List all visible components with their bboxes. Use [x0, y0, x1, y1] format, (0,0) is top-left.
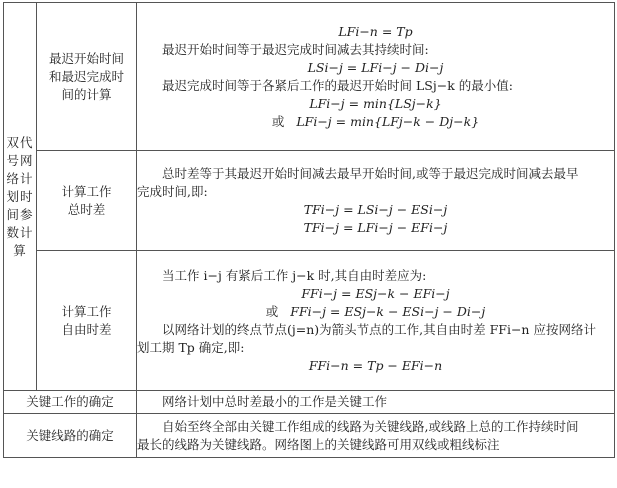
label-line: 计算工作 — [61, 303, 112, 319]
text-line: 总时差等于其最迟开始时间减去最早开始时间,或等于最迟完成时间减去最早 — [162, 165, 579, 181]
formula-line: LFi−j = min{LSj−k} — [309, 95, 442, 111]
row-label-key-work: 关键工作的确定 — [4, 391, 137, 414]
text-line: 网络计划中总时差最小的工作是关键工作 — [162, 394, 388, 409]
formula-line-alt — [137, 113, 614, 131]
label-line: 总时差 — [67, 201, 106, 217]
text-line: 完成时间,即: — [137, 183, 208, 199]
formula-text: LFi−j = min{LFj−k − Dj−k} — [296, 113, 480, 129]
row-content-key-path — [137, 414, 615, 458]
row-content-key-work — [137, 391, 615, 414]
row-label-free-float — [37, 251, 137, 391]
category-cell — [4, 3, 37, 391]
network-plan-table — [3, 2, 615, 458]
row-content-total-float — [137, 151, 615, 251]
table-row-total-float — [4, 151, 615, 251]
row-label-total-float — [37, 151, 137, 251]
row-label-latest-times — [37, 3, 137, 151]
category-line: 间参 — [6, 206, 34, 222]
label-line: 计算工作 — [61, 183, 112, 199]
category-line: 划时 — [6, 188, 34, 204]
table-row-free-float — [4, 251, 615, 391]
category-line: 双代 — [6, 134, 34, 150]
category-line: 号网 — [6, 152, 34, 168]
or-word: 或 — [265, 303, 279, 319]
text-line: 最长的线路为关键线路。网络图上的关键线路可用双线或粗线标注 — [137, 436, 500, 452]
category-line: 数计 — [6, 224, 34, 240]
text-line: 自始至终全部由关键工作组成的线路为关键线路,或线路上总的工作持续时间 — [162, 418, 579, 434]
text-line: 最迟完成时间等于各紧后工作的最迟开始时间 LSj−k 的最小值: — [162, 77, 513, 93]
text-line: 划工期 Tp 确定,即: — [137, 339, 245, 355]
label-line: 自由时差 — [61, 321, 112, 337]
formula-line: FFi−j = ESj−k − EFi−j — [301, 285, 450, 301]
category-line: 络计 — [6, 170, 34, 186]
formula-line: FFi−n = Tp − EFi−n — [308, 357, 443, 373]
formula-line: LFi−n = Tp — [338, 23, 413, 39]
table-row-latest-times — [4, 3, 615, 151]
row-label-key-path: 关键线路的确定 — [4, 414, 137, 458]
label-line: 间的计算 — [61, 86, 112, 102]
label-line: 最迟开始时间 — [48, 50, 124, 66]
label-line: 和最迟完成时 — [48, 68, 124, 84]
text-line: 最迟开始时间等于最迟完成时间减去其持续时间: — [162, 41, 429, 57]
table-row-key-work — [4, 391, 615, 414]
formula-line-alt — [137, 303, 614, 321]
or-word: 或 — [271, 113, 285, 129]
formula-line: TFi−j = LSi−j − ESi−j — [303, 201, 448, 217]
category-line: 算 — [13, 242, 27, 258]
row-content-free-float — [137, 251, 615, 391]
text-line: 当工作 i−j 有紧后工作 j−k 时,其自由时差应为: — [162, 267, 427, 283]
formula-text: FFi−j = ESj−k − ESi−j − Di−j — [290, 303, 486, 319]
formula-line: TFi−j = LFi−j − EFi−j — [303, 219, 448, 235]
text-line: 以网络计划的终点节点(j=n)为箭头节点的工作,其自由时差 FFi−n 应按网络计 — [162, 321, 596, 337]
table-row-key-path — [4, 414, 615, 458]
row-content-latest-times — [137, 3, 615, 151]
formula-line: LSi−j = LFi−j − Di−j — [307, 59, 444, 75]
